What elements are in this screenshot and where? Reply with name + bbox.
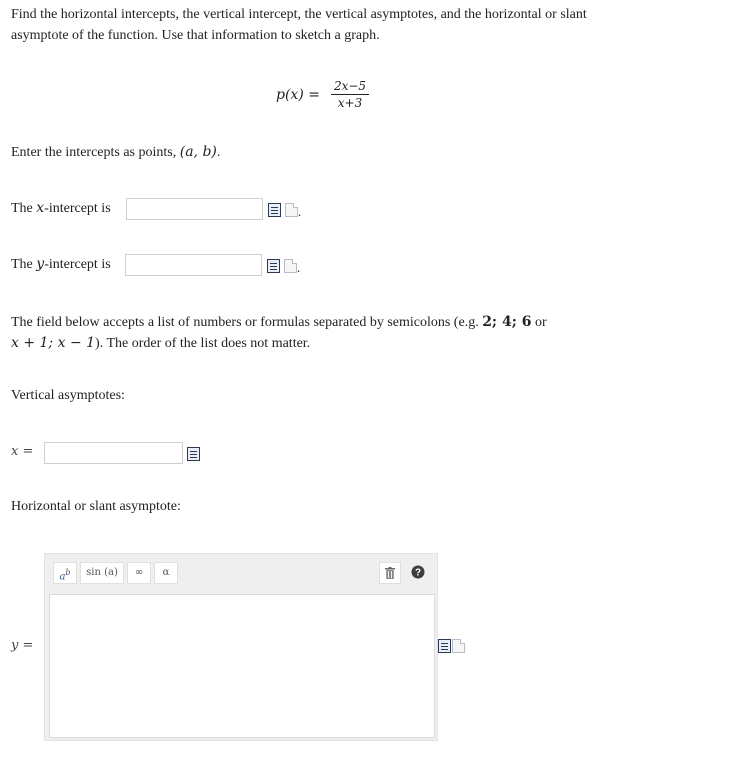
vertical-asymptote-label: x = <box>11 444 34 459</box>
x-intercept-input[interactable] <box>126 198 263 220</box>
intercepts-instruction-text: Enter the intercepts as points, <box>11 145 177 160</box>
help-doc-icon[interactable] <box>452 639 465 653</box>
formula-editor <box>44 553 438 741</box>
question-text <box>11 4 641 46</box>
help-button[interactable] <box>405 562 431 584</box>
list-example-or: or <box>535 315 547 330</box>
y-intercept-label-post: -intercept is <box>44 257 111 272</box>
intercepts-instruction-math: (a, b) <box>179 144 217 160</box>
sin-button[interactable]: sin (a) <box>80 562 124 584</box>
y-intercept-input[interactable] <box>125 254 262 276</box>
vertical-asymptote-input[interactable] <box>44 442 183 464</box>
svg-text:?: ? <box>414 567 422 579</box>
superscript-exponent: b <box>65 568 71 577</box>
function-lhs: p(x) = <box>276 87 320 103</box>
slant-asymptote-heading: Horizontal or slant asymptote: <box>11 499 181 514</box>
intercepts-instruction <box>11 144 220 161</box>
alpha-button[interactable]: α <box>154 562 178 584</box>
fraction-numerator: 2x−5 <box>333 79 367 93</box>
list-instruction <box>11 312 641 354</box>
x-intercept-var: x <box>36 200 45 216</box>
x-intercept-label-post: -intercept is <box>44 201 111 216</box>
entry-helper-icon[interactable] <box>438 639 451 653</box>
entry-helper-icon[interactable] <box>187 447 200 461</box>
y-intercept-period: . <box>297 260 301 275</box>
help-doc-icon[interactable] <box>285 203 298 217</box>
slant-asymptote-editor[interactable] <box>49 594 435 738</box>
question-line-1: Find the horizontal intercepts, the vertical intercept, the vertical asymptotes, and the horizontal or slant <box>11 7 587 22</box>
y-intercept-var: y <box>36 256 45 272</box>
y-intercept-label <box>11 256 111 273</box>
vertical-asymptotes-heading: Vertical asymptotes: <box>11 388 125 403</box>
x-intercept-label <box>11 200 111 217</box>
y-intercept-label-pre: The <box>11 257 33 272</box>
help-doc-icon[interactable] <box>284 259 297 273</box>
trash-button[interactable] <box>379 562 401 584</box>
list-instruction-line-2 <box>11 333 641 354</box>
entry-helper-icon[interactable] <box>267 259 280 273</box>
list-instruction-end: ). The order of the list does not matter. <box>95 336 311 351</box>
list-instruction-line-1 <box>11 312 641 333</box>
fraction-denominator: x+3 <box>337 96 363 110</box>
x-intercept-period: . <box>298 204 302 219</box>
entry-helper-icon[interactable] <box>268 203 281 217</box>
help-icon <box>411 565 425 579</box>
trash-icon <box>385 567 395 579</box>
x-intercept-label-pre: The <box>11 201 33 216</box>
infinity-button[interactable]: ∞ <box>127 562 151 584</box>
function-fraction <box>331 79 369 110</box>
list-example-formulas: x + 1; x − 1 <box>11 335 96 351</box>
superscript-button[interactable] <box>53 562 77 584</box>
superscript-base: a <box>59 571 66 583</box>
question-line-2: asymptote of the function. Use that information to sketch a graph. <box>11 28 380 43</box>
slant-asymptote-label: y = <box>11 638 34 653</box>
fraction-bar <box>331 94 369 95</box>
intercepts-instruction-end: . <box>216 145 221 160</box>
list-instruction-text: The field below accepts a list of numbers or formulas separated by semicolons (e.g. <box>11 315 479 330</box>
list-example-numbers: 2; 4; 6 <box>482 314 532 330</box>
